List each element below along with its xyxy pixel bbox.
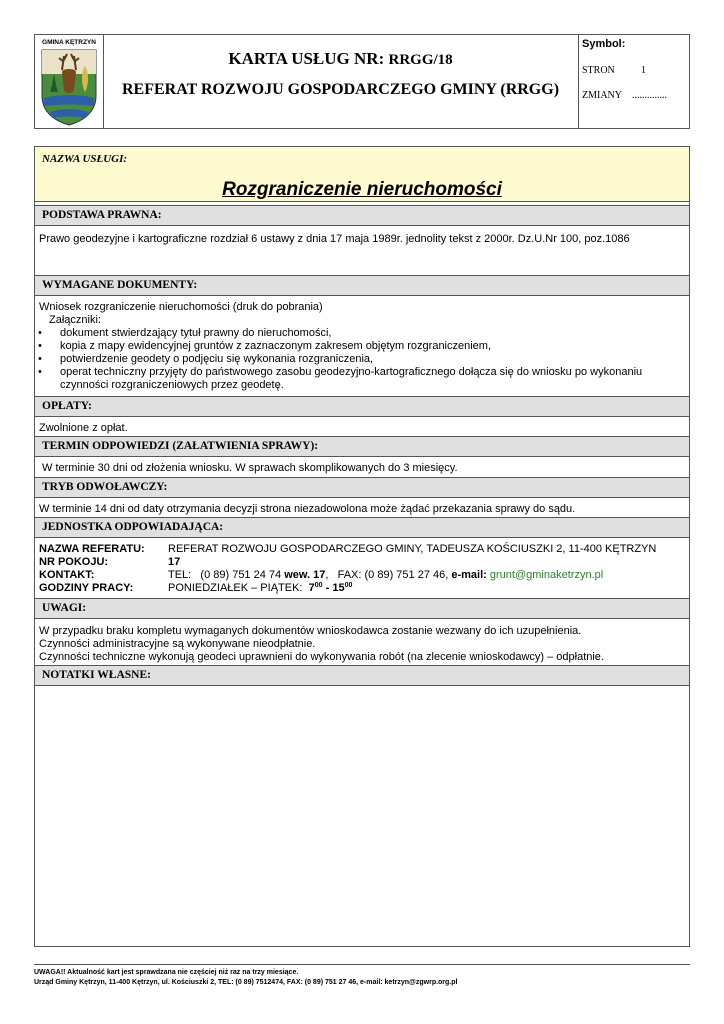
- fees-heading: OPŁATY:: [35, 396, 689, 417]
- email-label: e-mail:: [451, 569, 487, 581]
- remarks-heading: UWAGI:: [35, 598, 689, 619]
- title-cell: [103, 35, 579, 128]
- hours-label: GODZINY PRACY:: [39, 582, 134, 594]
- hours-open-minutes: 00: [314, 582, 323, 589]
- tel-extension: wew. 17: [284, 569, 326, 581]
- card-number: RRGG/18: [388, 52, 453, 68]
- documents-body: [35, 299, 689, 397]
- legal-basis-text: Prawo geodezyjne i kartograficzne rozdział 6 ustawy z dnia 17 maja 1989r. jednolity tekst z 2000r. Dz.U.Nr 100, poz.1086: [39, 233, 630, 245]
- fax-label: FAX:: [337, 569, 362, 581]
- logo-text: GMINA KĘTRZYN: [42, 39, 96, 46]
- legal-basis-heading: PODSTAWA PRAWNA:: [35, 205, 689, 226]
- service-label: NAZWA USŁUGI:: [42, 153, 128, 165]
- hours-days: PONIEDZIAŁEK – PIĄTEK:: [168, 582, 303, 594]
- remark-line: Czynności techniczne wykonują geodeci uprawnieni do wykonywania robót (na zlecenie wnioskodawcy) – odpłatnie.: [39, 651, 604, 663]
- appeal-heading: TRYB ODWOŁAWCZY:: [35, 477, 689, 498]
- card-title: [103, 49, 578, 69]
- changes-value: ..............: [632, 90, 667, 101]
- card-label: KARTA USŁUG NR:: [228, 49, 385, 68]
- symbol-cell: [578, 35, 689, 128]
- footer-note: UWAGA!! Aktualność kart jest sprawdzana nie częściej niż raz na trzy miesiące.: [34, 969, 299, 976]
- remarks-body: [35, 623, 689, 667]
- document-item: • potwierdzenie geodety o podjęciu się wykonania rozgraniczenia,: [39, 353, 685, 366]
- hours-close: 15: [332, 582, 345, 594]
- room-value: 17: [168, 556, 181, 568]
- deadline-text: W terminie 30 dni od złożenia wniosku. W sprawach skomplikowanych do 3 miesięcy.: [42, 462, 458, 474]
- contact-label: KONTAKT:: [39, 569, 95, 581]
- hours-close-minutes: 00: [344, 582, 353, 589]
- service-name-section: [35, 147, 689, 202]
- document-item: • operat techniczny przyjęty do państwowego zasobu geodezyjno-kartograficznego dołącza się do wniosku po wykonaniu czynności rozgraniczeniowych przez geodetę.: [39, 366, 685, 392]
- department-value: REFERAT ROZWOJU GOSPODARCZEGO GMINY, TADEUSZA KOŚCIUSZKI 2, 11-400 KĘTRZYN: [168, 543, 657, 555]
- deadline-heading: TERMIN ODPOWIEDZI (ZAŁATWIENIA SPRAWY):: [35, 436, 689, 457]
- notes-heading: NOTATKI WŁASNE:: [35, 665, 689, 686]
- symbol-label: Symbol:: [582, 38, 626, 50]
- remark-line: Czynności administracyjne są wykonywane nieodpłatnie.: [39, 638, 316, 650]
- tel-value: (0 89) 751 24 74: [200, 569, 282, 581]
- email-link[interactable]: grunt@gminaketrzyn.pl: [489, 569, 604, 581]
- footer-address: Urząd Gminy Kętrzyn, 11-400 Kętrzyn, ul. Kościuszki 2, TEL: (0 89) 7512474, FAX: (0 89) 751 27 46, e-mail: ketrzyn@zgwrp.org.pl: [34, 979, 458, 986]
- hours-open: 7: [308, 582, 315, 594]
- fees-text: Zwolnione z opłat.: [39, 422, 128, 434]
- remark-line: W przypadku braku kompletu wymaganych dokumentów wnioskodawca zostanie wezwany do ich uzupełnienia.: [39, 625, 582, 637]
- contact-value: TEL: (0 89) 751 24 74 wew. 17, FAX: (0 89) 751 27 46, e-mail: grunt@gminaketrzyn.pl: [168, 569, 604, 581]
- department-label: NAZWA REFERATU:: [39, 543, 145, 555]
- document-item: • dokument stwierdzający tytuł prawny do nieruchomości,: [39, 327, 685, 340]
- tel-label: TEL:: [168, 569, 192, 581]
- department-title: REFERAT ROZWOJU GOSPODARCZEGO GMINY (RRGG): [121, 81, 560, 98]
- document-item: • kopia z mapy ewidencyjnej gruntów z zaznaczonym zakresem objętym rozgraniczeniem,: [39, 340, 685, 353]
- unit-heading: JEDNOSTKA ODPOWIADAJĄCA:: [35, 517, 689, 538]
- service-name: Rozgraniczenie nieruchomości: [222, 179, 502, 200]
- hours-separator: -: [322, 582, 333, 594]
- unit-body: [35, 541, 689, 599]
- footer: [34, 964, 690, 988]
- room-label: NR POKOJU:: [39, 556, 109, 568]
- logo-cell: [35, 35, 104, 128]
- service-card: [34, 146, 690, 947]
- header-box: [34, 34, 690, 129]
- pages-label: STRON: [582, 65, 615, 76]
- notes-area[interactable]: [35, 687, 689, 946]
- documents-heading: WYMAGANE DOKUMENTY:: [35, 275, 689, 296]
- attachments-label: Załączniki:: [49, 314, 101, 326]
- hours-value: [168, 582, 352, 594]
- appeal-text: W terminie 14 dni od daty otrzymania decyzji strona niezadowolona może żądać przekazania sprawy do sądu.: [39, 503, 576, 515]
- changes-label: ZMIANY: [582, 90, 622, 101]
- documents-intro: Wniosek rozgraniczenie nieruchomości (druk do pobrania): [39, 301, 323, 313]
- fax-value: (0 89) 751 27 46,: [364, 569, 449, 581]
- pages-value: 1: [641, 65, 646, 76]
- coat-of-arms-logo: [40, 48, 98, 126]
